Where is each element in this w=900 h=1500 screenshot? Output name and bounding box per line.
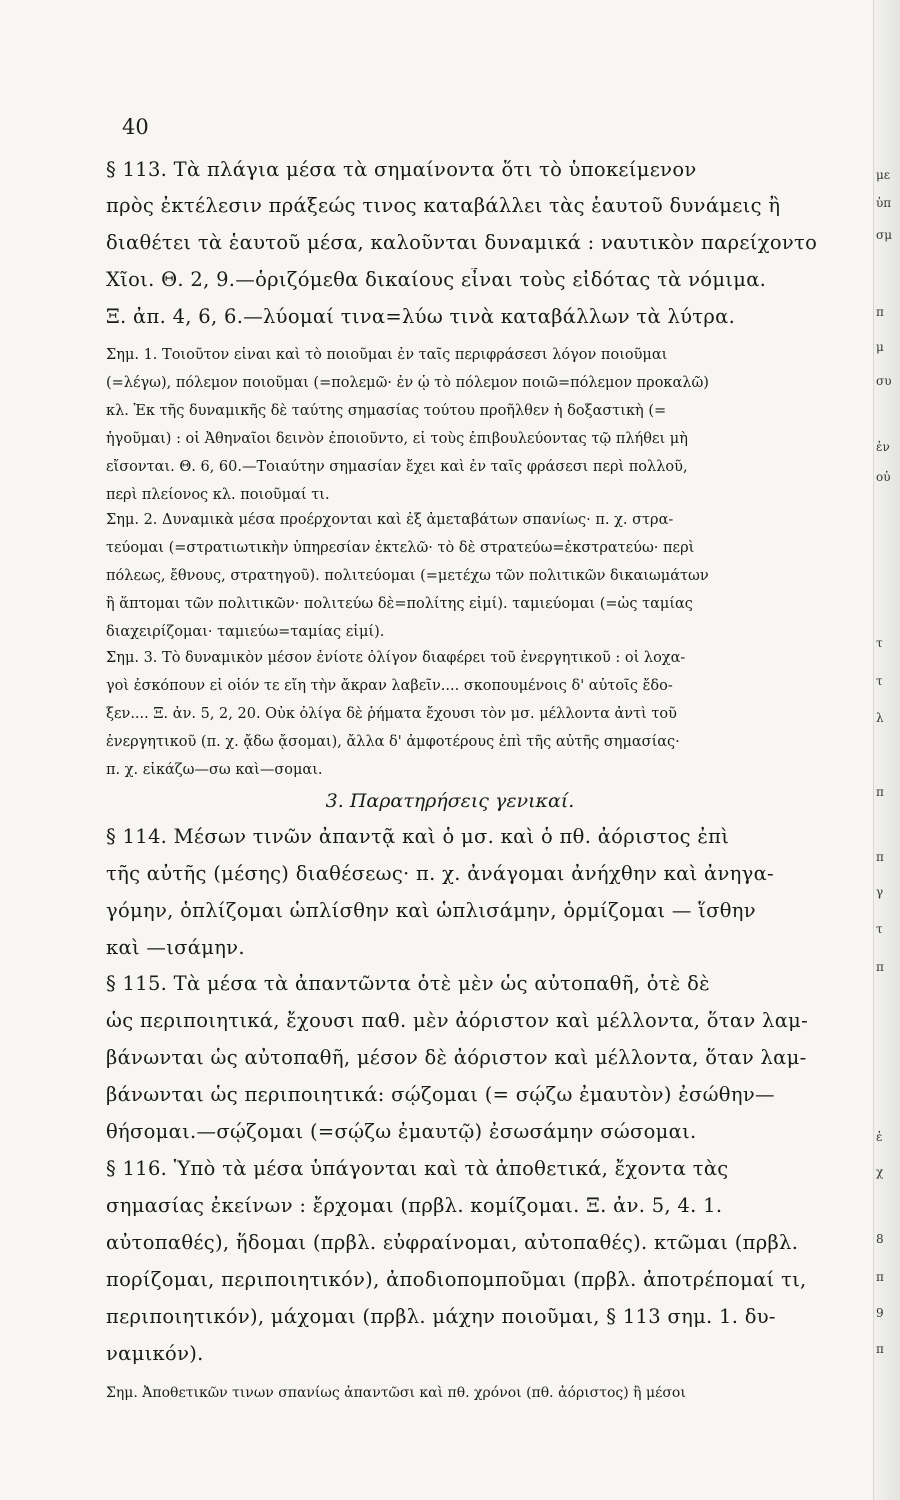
margin-fragment: 9 (876, 1306, 884, 1320)
text-line: § 113. Τὰ πλάγια μέσα τὰ σημαίνοντα ὅτι τὸ ὑποκείμενον (106, 158, 697, 181)
margin-fragment: π (876, 785, 884, 799)
text-line: περὶ πλείονος κλ. ποιοῦμαί τι. (106, 487, 330, 503)
text-line: τῆς αὐτῆς (μέσης) διαθέσεως· π. χ. ἀνάγομαι ἀνήχθην καὶ ἀνηγα- (106, 862, 774, 885)
margin-fragment: με (876, 168, 891, 182)
adjacent-page-margin (876, 0, 900, 1500)
text-line: § 115. Τὰ μέσα τὰ ἀπαντῶντα ὁτὲ μὲν ὡς αὐτοπαθῆ, ὁτὲ δὲ (106, 972, 710, 995)
text-line: διαθέτει τὰ ἑαυτοῦ μέσα, καλοῦνται δυναμικά : ναυτικὸν παρείχοντο (106, 231, 818, 254)
text-line: (=λέγω), πόλεμον ποιοῦμαι (=πολεμῶ· ἐν ᾧ τὸ πόλεμον ποιῶ=πόλεμον προκαλῶ) (106, 375, 709, 391)
text-line: Ξ. ἀπ. 4, 6, 6.—λύομαί τινα=λύω τινὰ καταβάλλων τὰ λύτρα. (106, 305, 736, 328)
text-line: ἢ ἅπτομαι τῶν πολιτικῶν· πολιτεύω δὲ=πολίτης εἰμί). ταμιεύομαι (=ὡς ταμίας (106, 596, 693, 612)
section-heading: 3. Παρατηρήσεις γενικαί. (325, 790, 575, 812)
text-line: σημασίας ἐκείνων : ἔρχομαι (πρβλ. κομίζομαι. Ξ. ἀν. 5, 4. 1. (106, 1194, 723, 1217)
margin-fragment: χ (876, 1165, 884, 1179)
text-line: βάνωνται ὡς αὐτοπαθῆ, μέσον δὲ ἀόριστον καὶ μέλλοντα, ὅταν λαμ- (106, 1046, 807, 1069)
text-line: βάνωνται ὡς περιποιητικά: σῴζομαι (= σῴζω ἐμαυτὸν) ἐσώθην— (106, 1083, 775, 1106)
text-line: Χῖοι. Θ. 2, 9.—ὁριζόμεθα δικαίους εἶναι τοὺς εἰδότας τὰ νόμιμα. (106, 268, 767, 291)
margin-fragment: ὑπ (876, 196, 892, 210)
margin-fragment: τ (876, 674, 883, 688)
text-line: διαχειρίζομαι· ταμιεύω=ταμίας εἰμί). (106, 624, 385, 640)
text-line: γοὶ ἐσκόπουν εἰ οἷόν τε εἴη τὴν ἄκραν λαβεῖν.... σκοπουμένοις δ' αὐτοῖς ἔδο- (106, 678, 673, 694)
page-number: 40 (122, 115, 149, 139)
text-line: θήσομαι.—σῴζομαι (=σῴζω ἐμαυτῷ) ἐσωσάμην σώσομαι. (106, 1120, 697, 1143)
margin-fragment: ἐν (876, 440, 890, 454)
margin-fragment: 8 (876, 1232, 884, 1246)
text-line: ὡς περιποιητικά, ἔχουσι παθ. μὲν ἀόριστον καὶ μέλλοντα, ὅταν λαμ- (106, 1009, 809, 1032)
margin-fragment: τ (876, 922, 883, 936)
text-line: αὐτοπαθές), ἥδομαι (πρβλ. εὐφραίνομαι, αὐτοπαθές). κτῶμαι (πρβλ. (106, 1231, 799, 1254)
text-line: ἡγοῦμαι) : οἱ Ἀθηναῖοι δεινὸν ἐποιοῦντο, εἰ τοὺς ἐπιβουλεύοντας τῷ πλήθει μὴ (106, 431, 688, 447)
margin-fragment: π (876, 305, 884, 319)
text-line: ναμικόν). (106, 1342, 204, 1365)
margin-fragment: π (876, 960, 884, 974)
text-line: § 116. Ὑπὸ τὰ μέσα ὑπάγονται καὶ τὰ ἀποθετικά, ἔχοντα τὰς (106, 1157, 729, 1180)
text-line: εἴσονται. Θ. 6, 60.—Τοιαύτην σημασίαν ἔχει καὶ ἐν ταῖς φράσεσι περὶ πολλοῦ, (106, 459, 688, 475)
text-line: Σημ. 1. Τοιοῦτον εἶναι καὶ τὸ ποιοῦμαι ἐν ταῖς περιφράσεσι λόγον ποιοῦμαι (106, 347, 668, 363)
margin-fragment: συ (876, 374, 892, 388)
text-line: Σημ. 3. Τὸ δυναμικὸν μέσον ἐνίοτε ὀλίγον διαφέρει τοῦ ἐνεργητικοῦ : οἱ λοχα- (106, 650, 686, 666)
text-line: περιποιητικόν), μάχομαι (πρβλ. μάχην ποιοῦμαι, § 113 σημ. 1. δυ- (106, 1305, 776, 1328)
text-line: γόμην, ὁπλίζομαι ὡπλίσθην καὶ ὡπλισάμην, ὁρμίζομαι — ἵσθην (106, 899, 756, 922)
text-line: ἐνεργητικοῦ (π. χ. ᾄδω ᾄσομαι), ἄλλα δ' ἀμφοτέρους ἐπὶ τῆς αὐτῆς σημασίας· (106, 734, 680, 750)
margin-fragment: π (876, 1342, 884, 1356)
text-line: κλ. Ἐκ τῆς δυναμικῆς δὲ ταύτης σημασίας τούτου προῆλθεν ἡ δοξαστικὴ (= (106, 403, 667, 419)
text-line: Σημ. 2. Δυναμικὰ μέσα προέρχονται καὶ ἐξ ἀμεταβάτων σπανίως· π. χ. στρα- (106, 512, 674, 528)
margin-fragment: τ (876, 636, 883, 650)
text-line: πρὸς ἐκτέλεσιν πράξεώς τινος καταβάλλει τὰς ἑαυτοῦ δυνάμεις ἢ (106, 194, 781, 217)
margin-fragment: π (876, 1270, 884, 1284)
margin-fragment: π (876, 850, 884, 864)
text-line: Σημ. Ἀποθετικῶν τινων σπανίως ἀπαντῶσι καὶ πθ. χρόνοι (πθ. ἀόριστος) ἢ μέσοι (106, 1385, 686, 1401)
text-line: ξεν.... Ξ. ἀν. 5, 2, 20. Οὐκ ὀλίγα δὲ ῥήματα ἔχουσι τὸν μσ. μέλλοντα ἀντὶ τοῦ (106, 706, 677, 722)
margin-fragment: μ (876, 340, 884, 354)
margin-fragment: ἐ (876, 1130, 883, 1144)
margin-fragment: σμ (876, 228, 892, 242)
text-line: § 114. Μέσων τινῶν ἀπαντᾷ καὶ ὁ μσ. καὶ ὁ πθ. ἀόριστος ἐπὶ (106, 825, 730, 848)
text-line: π. χ. εἰκάζω—σω καὶ—σομαι. (106, 762, 323, 778)
margin-fragment: οὐ (876, 470, 891, 484)
margin-fragment: γ (876, 885, 884, 899)
text-line: καὶ —ισάμην. (106, 936, 245, 959)
text-line: πορίζομαι, περιποιητικόν), ἀποδιοπομποῦμαι (πρβλ. ἀποτρέπομαί τι, (106, 1268, 807, 1291)
text-line: τεύομαι (=στρατιωτικὴν ὑπηρεσίαν ἐκτελῶ· τὸ δὲ στρατεύω=ἐκστρατεύω· περὶ (106, 540, 695, 556)
text-line: πόλεως, ἔθνους, στρατηγοῦ). πολιτεύομαι (=μετέχω τῶν πολιτικῶν δικαιωμάτων (106, 568, 709, 584)
margin-fragment: λ (876, 711, 884, 725)
